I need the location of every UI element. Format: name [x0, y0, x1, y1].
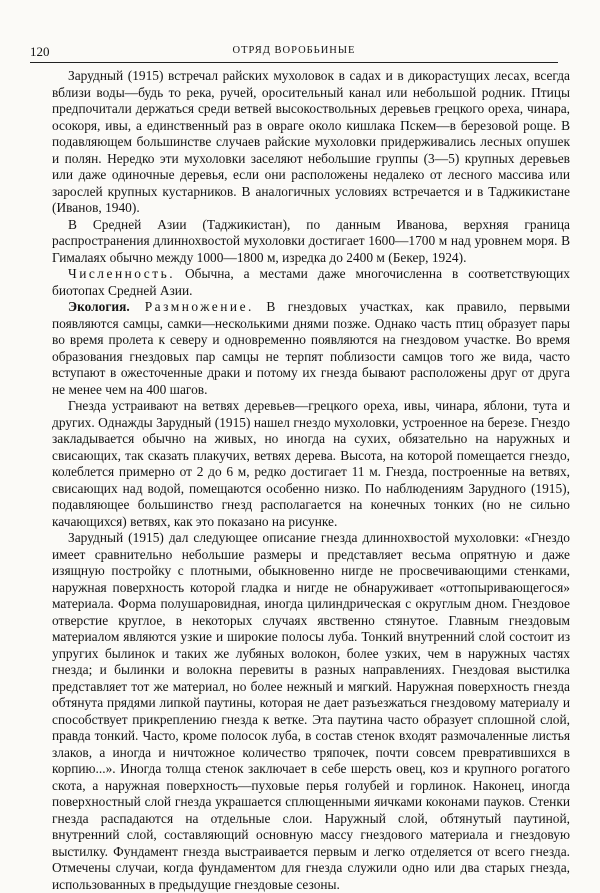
abundance-text: Обычна, а местами даже многочисленна в соответствующих биотопах Средней Азии. — [52, 266, 570, 298]
paragraph-nest-sites: Гнезда устраивают на ветвях деревьев—грецкого ореха, ивы, чинара, яблони, тута и других. Однажды Зарудный (1915) нашел гнездо мухоловки, устроенное на березе. Гнездо закладывается обычно на живых, но иногда на сухих, обязательно на наружных и свисающих, так сказать плакучих, ветвях дерева. Высота, на которой помещается гнездо, колеблется примерно от 2 до 6 м, редко достигает 11 м. Гнезда, построенные на ветвях, свисающих над водой, помещаются особенно низко. По наблюдениям Зарудного (1915), подавляющее большинство гнезд располагается на конечных тонких (но не сильно качающихся) ветвях, как это показано на рисунке. — [52, 398, 570, 529]
section-term-ecology: Экология. — [68, 299, 130, 314]
ecology-text: В гнездовых участках, как правило, первыми появляются самцы, самки—несколькими днями позже. Однако часть птиц образует пары во время пролета к северу и одновременно появляются на гнездовом участке. Во время образования гнездовых пар самцы не терпят поблизости самцов того же вида, часто вступают в ожесточенные драки и потому их гнезда бывают расположены друг от друга не менее чем на 400 шагов. — [52, 299, 570, 397]
page-header — [30, 44, 558, 63]
paragraph-habitat: Зарудный (1915) встречал райских мухоловок в садах и в дикорастущих лесах, всегда вблизи воды—будь то река, ручей, оросительный канал или небольшой родник. Птицы предпочитали держаться среди ветвей высокоствольных деревьев грецкого ореха, чинара, осокоря, ивы, а единственный раз в овраге около кишлака Пскем—в березовой роще. В подавляющем большинстве случаев райские мухоловки придерживались лесных опушек и полян. Нередко эти мухоловки заселяют небольшие группы (3—5) крупных деревьев или даже одиночные деревья, если они расположены недалеко от лесного массива или зарослей крупных кустарников. В аналогичных условиях встречается и в Таджикистане (Иванов, 1940). — [52, 68, 570, 215]
section-label-breeding: Размножение. — [129, 299, 254, 314]
page-number: 120 — [30, 44, 50, 59]
paragraph-nest-description: Зарудный (1915) дал следующее описание гнезда длиннохвостой мухоловки: «Гнездо имеет сравнительно небольшие размеры и представляет весьма опрятную и даже изящную постройку с плотными, обыкновенно нигде не просвечивающими стенками, наружная поверхность которой гладка и нигде не обнаруживает «оттопыривающегося» материала. Форма полушаровидная, иногда цилиндрическая с округлым дном. Гнездовое отверстие круглое, в некоторых случаях явственно стянутое. Главным гнездовым материалом являются узкие и широкие полосы луба. Тонкий внутренний слой состоит из упругих былинок и таких же лубяных волокон, более узких, чем в наружных частях гнезда; и былинки и волокна перевиты в разных направлениях. Гнездовая выстилка представляет тот же материал, но более нежный и мягкий. Наружная поверхность гнезда обтянута прядями липкой паутины, которая не дает разъезжаться гнездовому материалу и способствует прикреплению гнезда к ветке. Эта паутина часто образует сплошной слой, правда тонкий. Часто, кроме полосок луба, в состав стенок входят размочаленные листья злаков, а иногда и ничтожное количество тряпочек, почти совсем превратившихся в корпию...». Иногда толща стенок заключает в себе шерсть овец, коз и крупного рогатого скота, а наружная поверхность—пуховые перья голубей и горлинок. Наконец, иногда поверхностный слой гнезда украшается сплющенными яичками коконами пауков. Стенки гнезда распадаются на отдельные слои. Наружный слой, обтянутый паутиной, внутренний слой, составляющий основную массу гнездового материала и гнездовую выстилку. Фундамент гнезда выстраивается первым и легко отделяется от всего гнезда. Отмечены случаи, когда фундаментом для гнезда служили одно или два старых гнезда, использованных в предыдущие гнездовые сезоны. — [52, 530, 570, 892]
paragraph-abundance — [52, 266, 570, 299]
running-head: ОТРЯД ВОРОБЬИНЫЕ — [232, 45, 356, 56]
body-text — [52, 68, 570, 893]
paragraph-ecology — [52, 299, 570, 398]
paragraph-altitude: В Средней Азии (Таджикистан), по данным Иванова, верхняя граница распространения длиннохвостой мухоловки достигает 1600—1700 м над уровнем моря. В Гималаях обычно между 1000—1800 м, изредка до 2400 м (Бекер, 1924). — [52, 216, 570, 265]
section-label-abundance: Численность. — [68, 266, 176, 281]
